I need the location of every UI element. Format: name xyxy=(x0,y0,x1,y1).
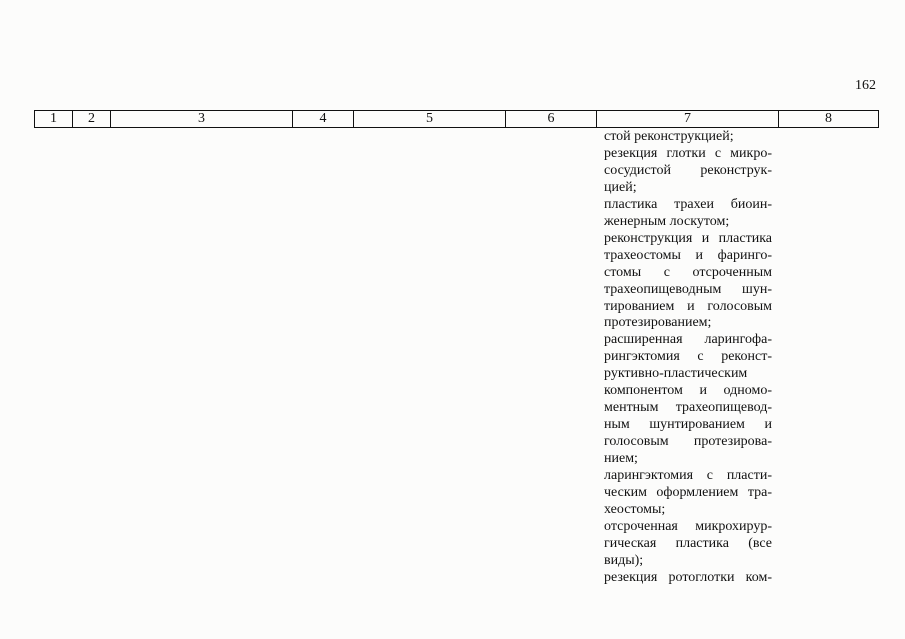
text-line: сосудистой реконструк- xyxy=(604,162,772,178)
header-cell-4: 4 xyxy=(293,111,354,128)
text-line: стой реконструкцией; xyxy=(604,129,734,144)
column-number-header xyxy=(34,110,879,128)
text-line: ментным трахеопищевод- xyxy=(604,400,772,416)
header-cell-1: 1 xyxy=(35,111,73,128)
text-line: тированием и голосовым xyxy=(604,298,772,314)
header-cell-7: 7 xyxy=(597,111,779,128)
header-row xyxy=(35,111,879,128)
text-line: резекция ротоглотки ком- xyxy=(604,569,772,585)
text-line: трахеопищеводным шун- xyxy=(604,281,772,297)
text-line: компонентом и одномо- xyxy=(604,383,772,399)
column-7-text xyxy=(604,129,772,587)
text-line: ларингэктомия с пласти- xyxy=(604,468,772,484)
text-line: гическая пластика (все xyxy=(604,535,772,551)
text-line: трахеостомы и фаринго- xyxy=(604,247,772,263)
text-line: стомы с отсроченным xyxy=(604,264,772,280)
text-line: расширенная ларингофа- xyxy=(604,332,772,348)
text-line: руктивно-пластическим xyxy=(604,366,748,382)
header-cell-3: 3 xyxy=(111,111,293,128)
text-line: женерным лоскутом; xyxy=(604,213,730,229)
text-line: пластика трахеи биоин- xyxy=(604,196,772,212)
text-line: виды); xyxy=(604,552,644,568)
text-line: ческим оформлением тра- xyxy=(604,485,772,501)
text-line: реконструкция и пластика xyxy=(604,230,772,246)
text-line: отсроченная микрохирур- xyxy=(604,518,772,534)
page-number: 162 xyxy=(855,78,876,93)
header-cell-2: 2 xyxy=(73,111,111,128)
text-line: рингэктомия с реконст- xyxy=(604,349,772,365)
text-line: нием; xyxy=(604,451,638,467)
header-cell-8: 8 xyxy=(779,111,879,128)
text-line: ным шунтированием и xyxy=(604,417,772,433)
header-cell-5: 5 xyxy=(354,111,506,128)
header-cell-6: 6 xyxy=(506,111,597,128)
text-line: резекция глотки с микро- xyxy=(604,145,772,161)
text-line: протезированием; xyxy=(604,315,712,331)
text-line: хеостомы; xyxy=(604,501,666,517)
text-line: цией; xyxy=(604,179,637,195)
text-line: голосовым протезирова- xyxy=(604,434,772,450)
